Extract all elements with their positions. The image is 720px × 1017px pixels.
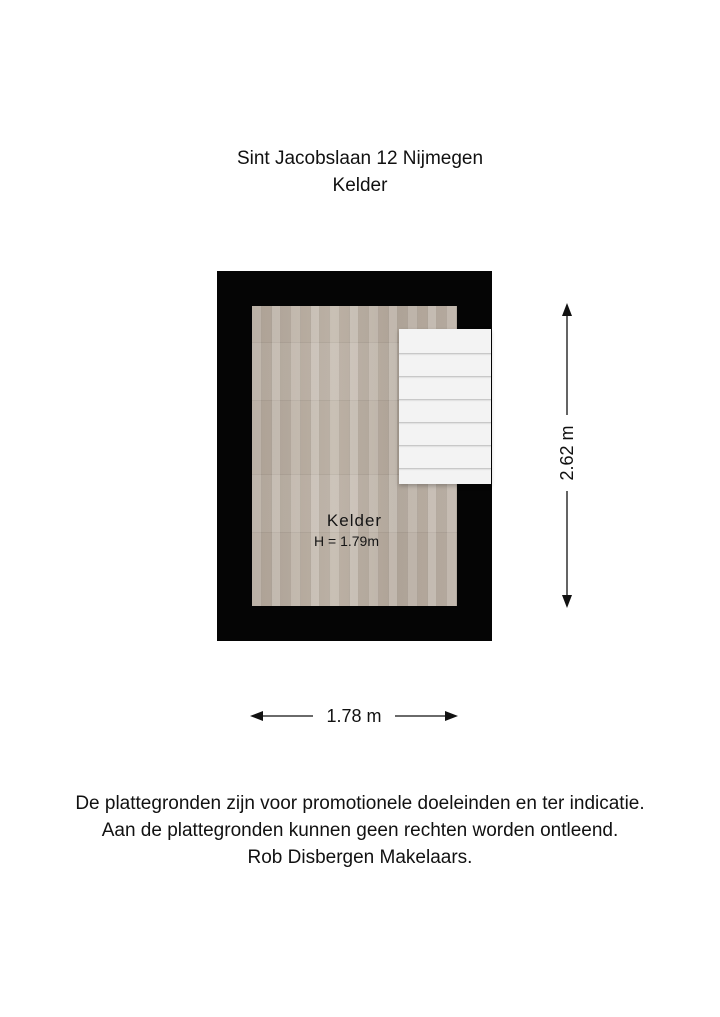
stair-step (399, 353, 491, 354)
plan-header (0, 145, 720, 199)
stair-step (399, 445, 491, 446)
room-floor (252, 306, 457, 606)
floor-title: Kelder (332, 175, 388, 196)
disclaimer-line-3: Rob Disbergen Makelaars. (247, 847, 473, 868)
stair-step (399, 399, 491, 400)
address-title: Sint Jacobslaan 12 Nijmegen (236, 148, 484, 169)
disclaimer-line-2: Aan de plattegronden kunnen geen rechten worden ontleend. (101, 820, 619, 841)
disclaimer-line-1: De plattegronden zijn voor promotionele doeleinden en ter indicatie. (75, 793, 645, 814)
width-dimension-label: 1.78 m (313, 704, 395, 728)
disclaimer (0, 790, 720, 871)
room-name-label: Kelder (326, 511, 383, 530)
depth-dimension-label: 2.62 m (555, 415, 579, 491)
stair-step (399, 376, 491, 377)
staircase (399, 329, 491, 484)
room-height-label: H = 1.79m (314, 533, 379, 549)
floor-plan (217, 271, 492, 641)
stair-step (399, 468, 491, 469)
stair-step (399, 422, 491, 423)
